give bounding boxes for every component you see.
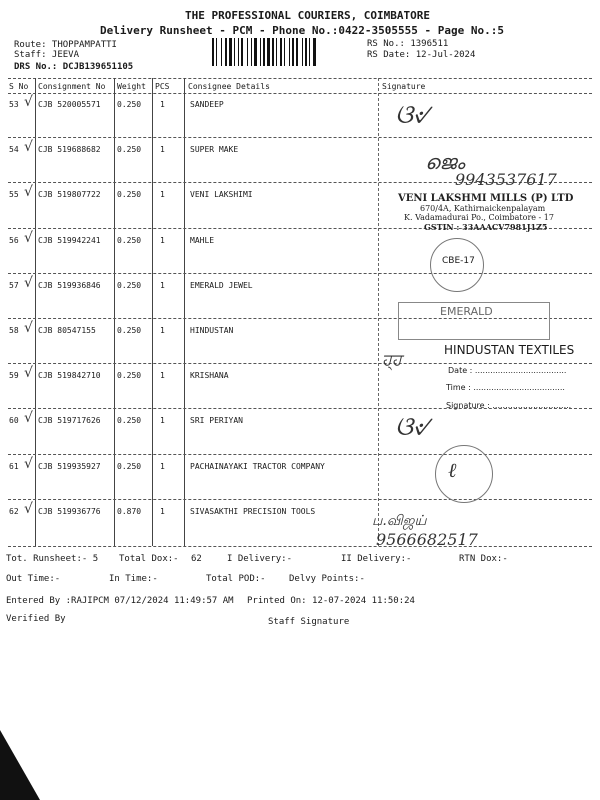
barcode-bar [309,38,310,66]
veni-stamp-addr2: K. Vadamadurai Po., Coimbatore - 17 [404,213,554,222]
barcode-bar [225,38,227,66]
round-seal-2 [435,445,493,503]
route: Route: THOPPAMPATTI [14,40,117,50]
row-weight: 0.250 [117,326,142,335]
veni-lakshmi-stamp [398,193,573,232]
row-pcs: 1 [160,190,165,200]
row-consignment-no: CJB 519717626 [38,416,101,426]
barcode-bar [276,38,277,66]
row-consignee: HINDUSTAN [190,326,234,335]
row-sno: 55 [9,190,19,200]
row-consignee: PACHAINAYAKI TRACTOR COMPANY [190,461,325,471]
col-header-sno: S No [9,82,29,91]
total-dox-value: 62 [191,554,202,564]
row-pcs: 1 [160,371,165,381]
barcode-bar [212,38,214,66]
row-pcs: 1 [160,280,165,290]
emerald-stamp-text: EMERALD [440,305,493,318]
verified-by: Verified By [6,614,66,624]
rs-number: RS No.: 1396511 [367,39,449,49]
row-weight: 0.250 [117,371,142,381]
row-consignee: EMERALD JEWEL [190,280,253,290]
row-pcs: 1 [160,100,165,109]
tick-mark-icon: √ [24,365,33,382]
cbe-seal-text: CBE-17 [442,256,475,266]
drs-number: DRS No.: DCJB139651105 [14,62,134,72]
barcode-bar [305,38,307,66]
col-header-pcs: PCS [155,82,170,91]
row-weight: 0.250 [117,280,142,290]
barcode-bar [267,38,270,66]
tick-mark-icon: √ [24,320,33,336]
hindustan-signature-line: Signature : ............................... [446,401,572,410]
row-consignee: VENI LAKSHIMI [190,190,253,200]
barcode-bar [251,38,252,66]
row-pcs: 1 [160,145,165,155]
staff: Staff: JEEVA [14,50,80,60]
signature-row-60: ଓ୰ [395,412,430,442]
row-weight: 0.250 [117,416,142,426]
row-pcs: 1 [160,506,165,516]
row-sno: 62 [9,506,19,516]
i-delivery: I Delivery:- [227,554,293,564]
barcode-bar [272,38,274,66]
veni-stamp-gstin: GSTIN : 33AAACV7981J1Z5 [424,222,548,232]
col-header-consignment: Consignment No [38,82,106,91]
row-consignee: SUPER MAKE [190,145,239,155]
row-weight: 0.250 [117,190,142,200]
barcode-bar [254,38,257,66]
barcode-bar [247,38,248,66]
row-weight: 0.250 [117,145,142,155]
barcode-bar [229,38,232,66]
row-consignment-no: CJB 519807722 [38,190,101,200]
barcode-bar [238,38,239,66]
handwritten-phone-2: 9566682517 [376,530,478,549]
signature-row-54: ജെം [425,150,465,174]
printed-on: Printed On: 12-07-2024 11:50:24 [247,596,415,606]
row-consignment-no: CJB 80547155 [38,326,96,335]
rs-date: RS Date: 12-Jul-2024 [367,50,476,60]
signature-row-58: ਹ੍ਹ [382,350,402,369]
row-consignee: SIVASAKTHI PRECISION TOOLS [190,506,316,516]
barcode-bar [234,38,235,66]
row-sno: 56 [9,235,19,245]
ii-delivery: II Delivery:- [341,554,412,564]
row-weight: 0.870 [117,506,142,516]
tick-mark-icon: √ [24,94,33,110]
barcode-bar [260,38,261,66]
row-sno: 60 [9,416,19,426]
tick-mark-icon: √ [24,229,33,246]
total-pod: Total POD:- [206,574,266,584]
veni-stamp-name: VENI LAKSHMI MILLS (P) LTD [398,193,574,204]
row-sno: 57 [9,280,19,290]
row-pcs: 1 [160,326,165,335]
row-consignment-no: CJB 519842710 [38,371,101,381]
barcode-bar [289,38,290,66]
entered-by: Entered By :RAJIPCM 07/12/2024 11:49:57 AM [6,596,234,606]
barcode-bar [302,38,303,66]
tick-mark-icon: √ [24,139,33,156]
barcode-bar [313,38,316,66]
veni-stamp-addr1: 670/4A, Kathirnaickenpalayam [420,204,546,213]
signature-row-62: ப.விஜய் [372,513,427,529]
out-time: Out Time:- [6,574,61,584]
row-weight: 0.250 [117,461,142,471]
handwritten-phone-1: 9943537617 [455,170,557,189]
row-sno: 58 [9,326,19,335]
barcode [210,38,360,68]
row-weight: 0.250 [117,100,142,109]
barcode-bar [263,38,265,66]
row-consignment-no: CJB 519942241 [38,235,101,245]
barcode-bar [216,38,217,66]
row-consignee: MAHLE [190,235,215,245]
scan-shadow [0,730,40,800]
barcode-bar [296,38,298,66]
barcode-bar [284,38,285,66]
row-pcs: 1 [160,416,165,426]
tick-mark-icon: √ [24,410,33,427]
in-time: In Time:- [109,574,158,584]
row-consignment-no: CJB 519936776 [38,506,101,516]
total-dox-label: Total Dox:- [119,554,179,564]
barcode-bar [241,38,243,66]
staff-signature: Staff Signature [268,617,350,627]
row-consignment-no: CJB 519688682 [38,145,101,155]
tick-mark-icon: √ [24,184,33,201]
col-header-consignee: Consignee Details [188,82,270,91]
hindustan-time-line: Time : .................................... [446,383,565,392]
company-title: THE PROFESSIONAL COURIERS, COIMBATORE [185,9,431,22]
row-sno: 53 [9,100,19,109]
barcode-bar [221,38,222,66]
row-pcs: 1 [160,461,165,471]
tick-mark-icon: √ [24,274,33,291]
rtn-dox: RTN Dox:- [459,554,508,564]
row-consignee: KRISHANA [190,371,229,381]
row-sno: 59 [9,371,19,381]
tick-mark-icon: √ [24,500,33,517]
runsheet-subtitle: Delivery Runsheet - PCM - Phone No.:0422-3505555 - Page No.:5 [100,24,504,37]
col-header-weight: Weight [117,82,146,91]
row-weight: 0.250 [117,235,142,245]
row-consignee: SANDEEP [190,100,224,109]
barcode-bar [292,38,294,66]
hindustan-stamp-title: HINDUSTAN TEXTILES [444,343,575,357]
row-sno: 61 [9,461,19,471]
total-runsheet: Tot. Runsheet:- 5 [6,554,99,564]
signature-row-61: ℓ [448,458,457,482]
signature-row-53: ଓ୰ [395,100,430,130]
barcode-bar [280,38,282,66]
hindustan-date-line: Date : .................................... [448,366,567,375]
row-sno: 54 [9,145,19,155]
row-consignee: SRI PERIYAN [190,416,243,426]
col-header-signature: Signature [382,82,426,91]
row-pcs: 1 [160,235,165,245]
delvy-points: Delvy Points:- [289,574,365,584]
tick-mark-icon: √ [24,455,33,472]
row-consignment-no: CJB 520005571 [38,100,101,109]
row-consignment-no: CJB 519935927 [38,461,101,471]
row-consignment-no: CJB 519936846 [38,280,101,290]
